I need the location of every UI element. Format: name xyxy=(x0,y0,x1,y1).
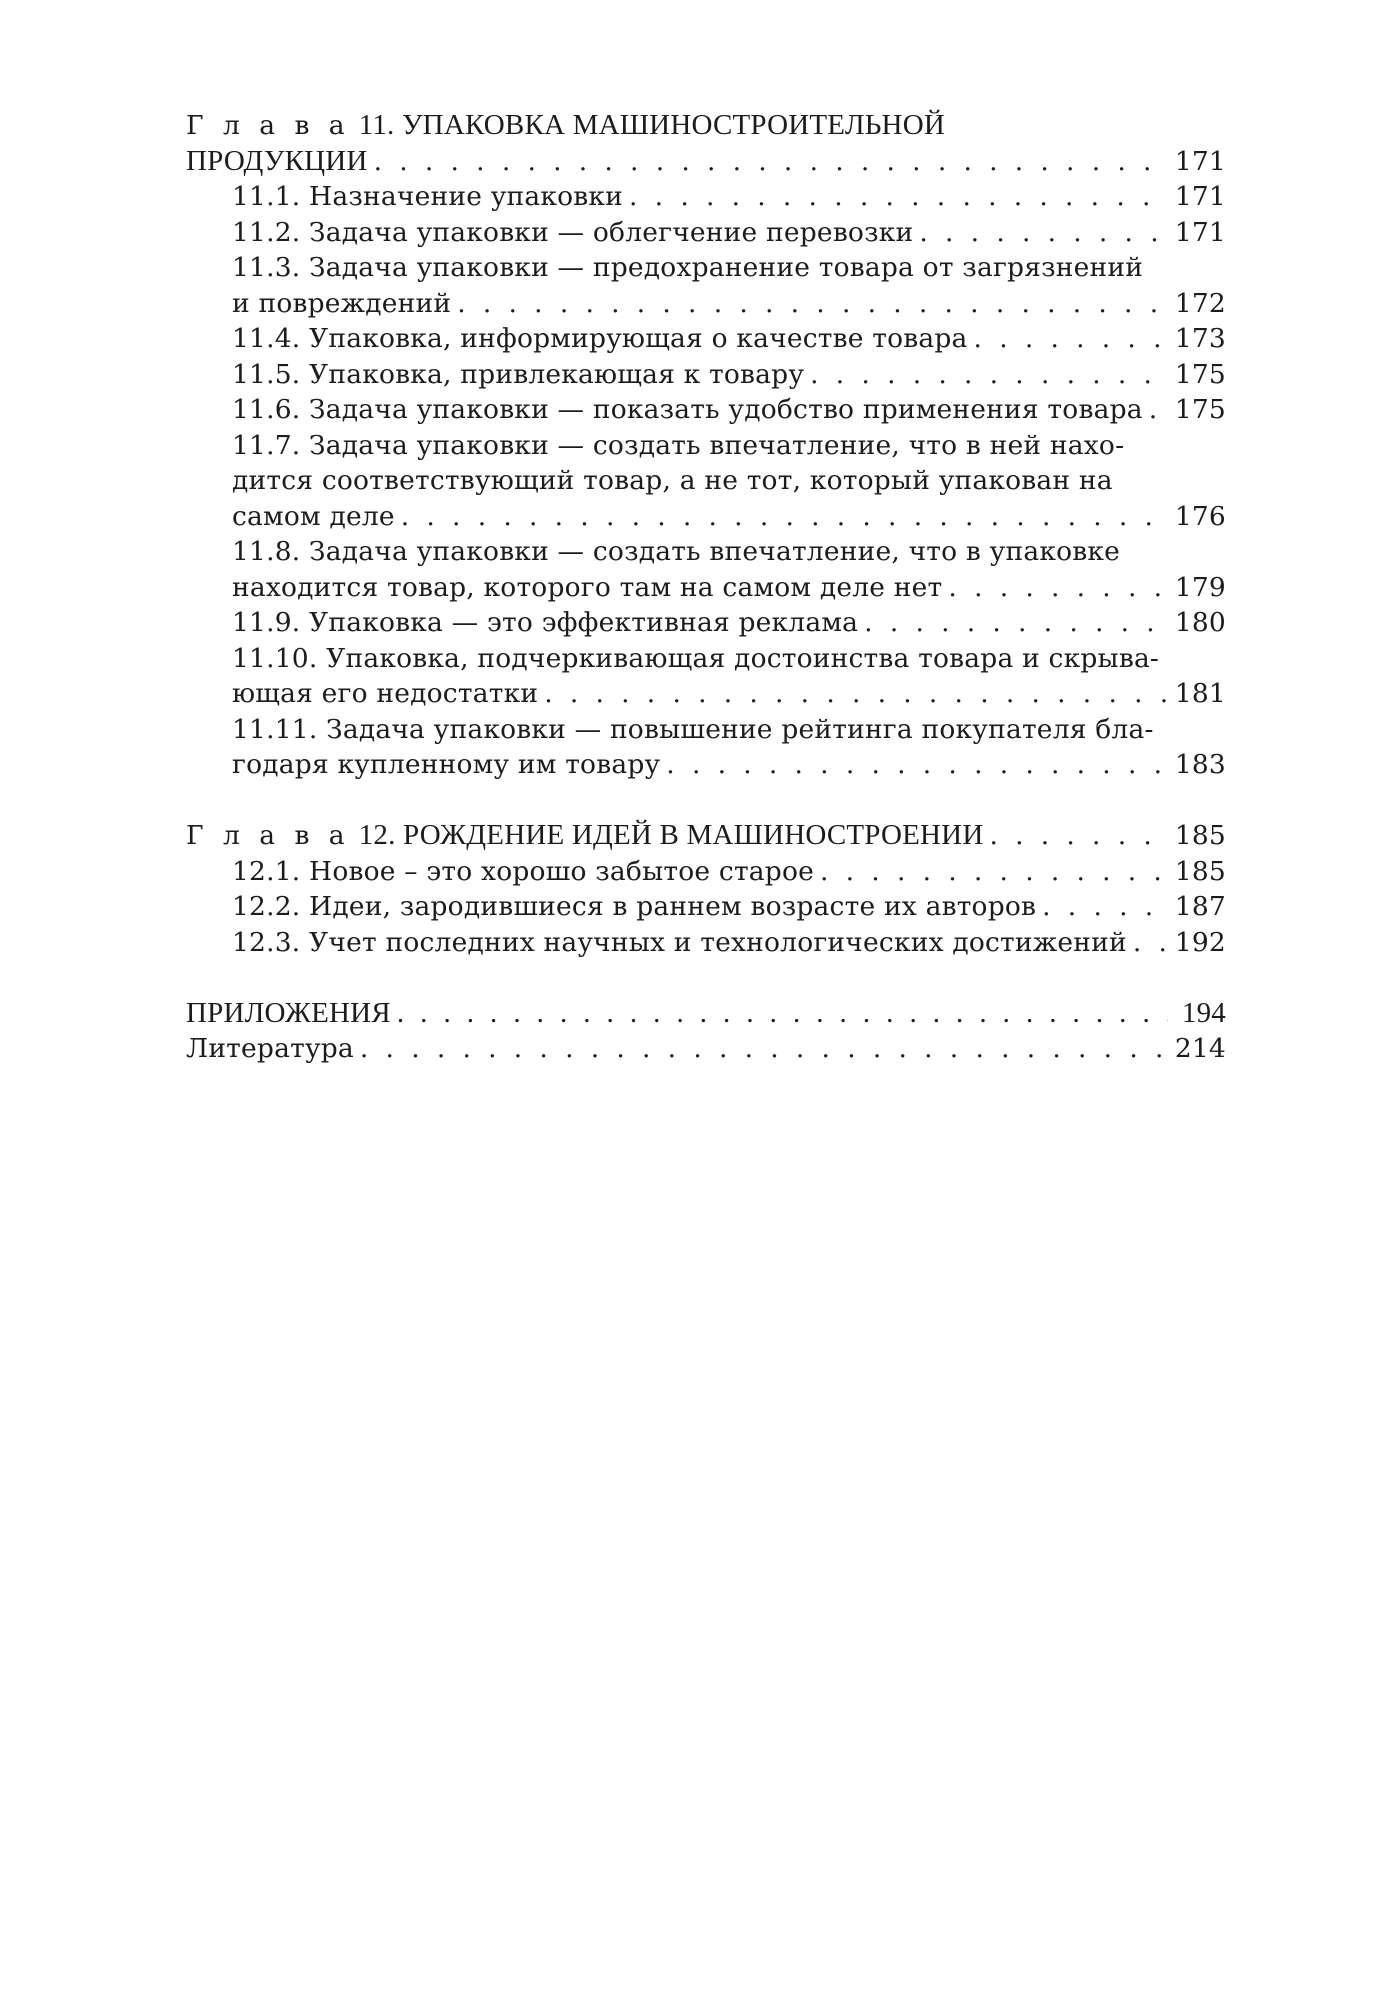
literature-entry xyxy=(186,1031,1226,1067)
toc-section-title: 12.3. Учет последних научных и технологических достижений xyxy=(232,926,1127,958)
toc-section-title: находится товар, которого там на самом деле нет xyxy=(232,571,943,603)
toc-section-leader-line xyxy=(232,286,1226,322)
toc-section-leader-line xyxy=(232,179,1226,215)
toc-section-title: 11.9. Упаковка — это эффективная реклама xyxy=(232,607,859,638)
toc-section-title: годаря купленному им товару xyxy=(232,749,661,780)
toc-section-leader-line xyxy=(232,215,1226,251)
toc-section-title: 11.1. Назначение упаковки xyxy=(232,181,624,212)
toc-section-page: 175 xyxy=(1174,394,1226,425)
toc-section-entry xyxy=(186,641,1226,712)
toc-section-leader-line xyxy=(232,392,1226,428)
toc-section-page: 173 xyxy=(1174,323,1226,354)
dot-leader xyxy=(864,605,1168,641)
toc-section-page: 181 xyxy=(1174,678,1226,709)
toc-section-page: 183 xyxy=(1174,749,1226,780)
toc-section-leader-line xyxy=(232,889,1226,925)
toc-section-leader-line xyxy=(232,570,1226,606)
toc-section-entry xyxy=(186,321,1226,357)
toc-section-entry xyxy=(186,357,1226,393)
literature-label: Литература xyxy=(186,1033,354,1064)
toc-section-title: самом деле xyxy=(232,500,395,532)
dot-leader xyxy=(1042,889,1168,925)
dot-leader xyxy=(457,286,1168,322)
dot-leader xyxy=(374,144,1168,180)
dot-leader xyxy=(401,499,1168,535)
dot-leader xyxy=(360,1031,1168,1067)
toc-section-title: 11.4. Упаковка, информирующая о качестве товара xyxy=(232,323,968,354)
chapter-12-page: 185 xyxy=(1174,820,1226,851)
toc-section-entry xyxy=(186,854,1226,890)
dot-leader xyxy=(948,570,1168,606)
toc-section-entry xyxy=(186,534,1226,605)
chapter-12-sections xyxy=(186,854,1226,961)
toc-section-page: 172 xyxy=(1174,287,1226,319)
toc-section-leader-line xyxy=(232,925,1226,961)
chapter-11-title: 11. УПАКОВКА МАШИНОСТРОИТЕЛЬНОЙ xyxy=(358,109,945,141)
toc-section-page: 187 xyxy=(1174,891,1226,922)
toc-section-entry xyxy=(186,215,1226,251)
chapter-12-title-line xyxy=(186,818,1226,854)
chapter-12-heading xyxy=(186,818,983,854)
table-of-contents xyxy=(186,108,1226,1067)
appendix-entry xyxy=(186,996,1226,1032)
spacer xyxy=(186,960,1226,996)
toc-section-title: 11.5. Упаковка, привлекающая к товару xyxy=(232,358,805,390)
literature-page: 214 xyxy=(1174,1033,1226,1064)
toc-section-page: 192 xyxy=(1174,926,1226,958)
toc-section-leader-line xyxy=(232,747,1226,783)
appendix-line xyxy=(186,996,1226,1032)
dot-leader xyxy=(1133,925,1168,961)
dot-leader xyxy=(919,215,1168,251)
dot-leader xyxy=(666,747,1168,783)
toc-section-title: и повреждений xyxy=(232,287,452,319)
toc-section-title: 12.2. Идеи, зародившиеся в раннем возрасте их авторов xyxy=(232,891,1037,922)
toc-section-leader-line xyxy=(232,676,1226,712)
toc-section-entry xyxy=(186,889,1226,925)
toc-section-title: 11.6. Задача упаковки — показать удобство применения товара xyxy=(232,394,1143,425)
toc-page xyxy=(186,108,1226,1067)
toc-section-text-line: дится соответствующий товар, а не тот, который упакован на xyxy=(232,465,1113,496)
toc-section-leader-line xyxy=(232,321,1226,357)
toc-section-page: 179 xyxy=(1174,571,1226,603)
toc-section-page: 175 xyxy=(1174,358,1226,390)
toc-section-entry xyxy=(186,392,1226,428)
chapter-11-sections xyxy=(186,179,1226,783)
chapter-11-title-cont: ПРОДУКЦИИ xyxy=(186,144,368,177)
appendix-label: ПРИЛОЖЕНИЯ xyxy=(186,996,391,1029)
spacer xyxy=(186,783,1226,819)
toc-section-text-line: 11.3. Задача упаковки — предохранение товара от загрязнений xyxy=(232,252,1144,283)
dot-leader xyxy=(820,854,1168,890)
literature-line xyxy=(186,1031,1226,1067)
toc-section-page: 185 xyxy=(1174,855,1226,887)
toc-section-entry xyxy=(186,179,1226,215)
toc-section-title: 11.2. Задача упаковки — облегчение перевозки xyxy=(232,216,914,248)
toc-section-entry xyxy=(186,712,1226,783)
toc-section-entry xyxy=(186,250,1226,321)
toc-section-page: 180 xyxy=(1174,607,1226,638)
toc-section-title: ющая его недостатки xyxy=(232,678,539,709)
toc-section-text-line: 11.11. Задача упаковки — повышение рейтинга покупателя бла- xyxy=(232,713,1154,745)
toc-section-text-line: 11.7. Задача упаковки — создать впечатление, что в ней нахо- xyxy=(232,429,1125,461)
dot-leader xyxy=(989,818,1168,854)
chapter-11-title-line2 xyxy=(186,144,1226,180)
dot-leader xyxy=(810,357,1168,393)
toc-section-page: 171 xyxy=(1174,181,1226,212)
toc-section-page: 176 xyxy=(1174,500,1226,532)
toc-section-title: 12.1. Новое – это хорошо забытое старое xyxy=(232,855,815,887)
toc-section-leader-line xyxy=(232,499,1226,535)
toc-section-text-line: 11.10. Упаковка, подчеркивающая достоинства товара и скрыва- xyxy=(232,642,1160,674)
chapter-11-prefix: Г л а в а xyxy=(186,110,351,141)
toc-section-leader-line xyxy=(232,854,1226,890)
dot-leader xyxy=(397,996,1168,1032)
chapter-11-title-line1 xyxy=(186,108,1226,144)
toc-section-leader-line xyxy=(232,357,1226,393)
dot-leader xyxy=(544,676,1168,712)
toc-section-page: 171 xyxy=(1174,216,1226,248)
toc-section-leader-line xyxy=(232,605,1226,641)
toc-section-text-line: 11.8. Задача упаковки — создать впечатление, что в упаковке xyxy=(232,536,1121,567)
chapter-12-prefix: Г л а в а xyxy=(186,820,351,851)
appendix-page: 194 xyxy=(1181,996,1226,1029)
dot-leader xyxy=(629,179,1168,215)
toc-section-entry xyxy=(186,925,1226,961)
dot-leader xyxy=(1149,392,1168,428)
toc-section-entry xyxy=(186,605,1226,641)
chapter-11-entry xyxy=(186,108,1226,179)
chapter-12-title: 12. РОЖДЕНИЕ ИДЕЙ В МАШИНОСТРОЕНИИ xyxy=(358,819,984,851)
toc-section-entry xyxy=(186,428,1226,535)
chapter-11-page: 171 xyxy=(1174,145,1226,177)
dot-leader xyxy=(974,321,1168,357)
chapter-12-entry xyxy=(186,818,1226,854)
